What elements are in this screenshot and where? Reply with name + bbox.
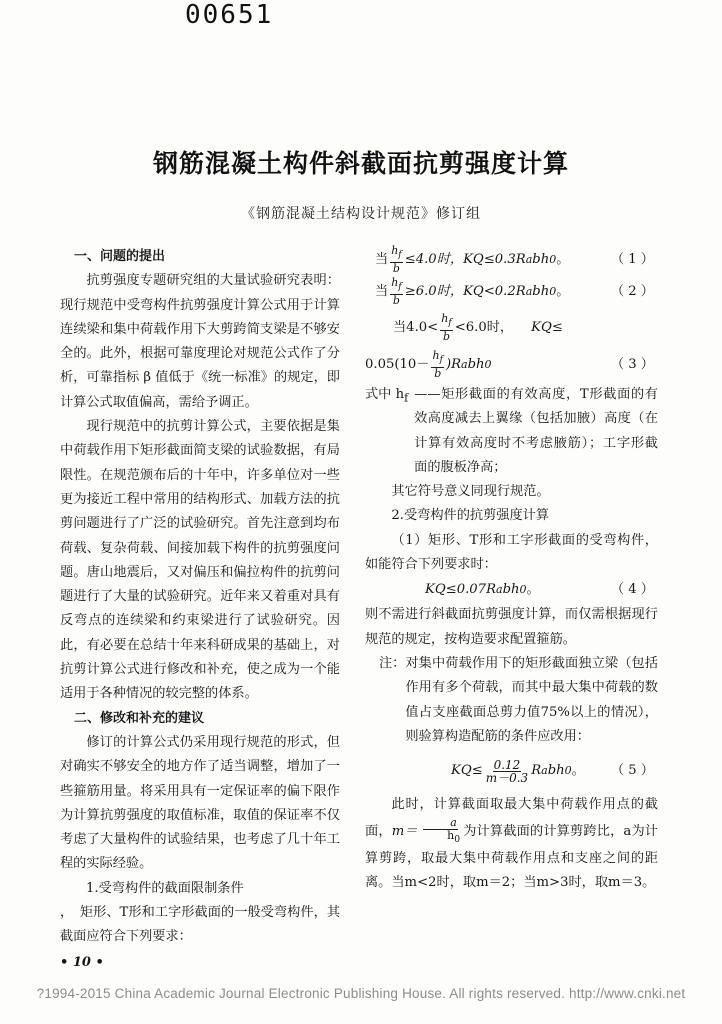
equation-3-line-2: 0.05(10－ $\frac{h_f}{b}$ )R a bh 0 （ 3 ） [365, 347, 658, 383]
paragraph-4-lead: ， [60, 905, 67, 921]
equation-4: KQ≤0.07R a bh 0 。 （ 4 ） [365, 577, 658, 603]
symbol-definition: 式中 $h_f$ ——矩形截面的有效高度，T形截面的有效高度减去上翼缘（包括加腋）高度（在计算有效高度时不考虑腋筋）；工字形截面的腹板净高； [365, 387, 658, 475]
equation-number-2: （ 2 ） [610, 284, 654, 299]
left-column [60, 245, 340, 950]
subsection-1: 1.受弯构件的截面限制条件 [86, 880, 244, 896]
section-heading-2: 二、修改和补充的建议 [74, 710, 205, 726]
page-number: • 10 • [60, 955, 104, 970]
paragraph-4-text: 矩形、T形和工字形截面的一般受弯构件，其截面应符合下列要求： [60, 905, 341, 945]
section-heading-1: 一、问题的提出 [74, 249, 166, 264]
subsection-2: 2.受弯构件的抗剪强度计算 [391, 508, 550, 524]
paragraph-3: 修订的计算公式仍采用现行规范的形式，但对确实不够安全的地方作了适当调整，增加了一些箍筋用量。将采用具有一定保证率的偏下限作为计算抗剪强度的取值标准，取值的保证率不仅考虑了大量构件的试验结果，也考虑了几十年工程的实际经验。 [60, 734, 340, 872]
equation-number-3: （ 3 ） [610, 357, 654, 372]
page-code: 00651 [185, 0, 274, 30]
equation-number-1: （ 1 ） [610, 252, 654, 267]
equation-number-4: （ 4 ） [610, 582, 654, 598]
right-column [365, 245, 658, 895]
paragraph-2: 现行规范中的抗剪计算公式，主要依据是集中荷载作用下矩形截面简支梁的试验数据，有局限性。在规范颁布后的十年中，许多单位对一些更为接近工程中常用的结构形式、加载方法的抗剪问题进行了广泛的试验研究。首先注意到均布荷载、复杂荷载、间接加载下构件的抗剪强度问题。唐山地震后，又对偏压和偏拉构件的抗剪问题进行了大量的试验研究。近年来又着重对具有反弯点的连续梁和约束梁进行了试验研究。因此，有必要在总结十年来科研成果的基础上，对抗剪计算公式进行修改和补充，使之成为一个能适用于各种情况的较完整的体系。 [60, 419, 340, 702]
frac-hf-b: $\frac{h_f}{b}$ [391, 244, 402, 275]
paragraph-4 [60, 901, 340, 950]
equation-2: 当 $\frac{h_f}{b}$ ≥6.0时，KQ<0.2R a bh 0 。 （ 2 ） [365, 275, 658, 309]
copyright-footer: ?1994-2015 China Academic Journal Electronic Publishing House. All rights reserved. http://www.cnki.net [36, 986, 686, 1001]
other-symbols-note: 其它符号意义同现行规范。 [391, 484, 550, 500]
article-title: 钢筋混凝土构件斜截面抗剪强度计算 [152, 149, 569, 178]
equation-3-line-1: 当4.0< $\frac{h_f}{b}$ <6.0时， KQ≤ [393, 312, 563, 343]
paragraph-1: 抗剪强度专题研究组的大量试验研究表明：现行规范中受弯构件抗剪强度计算公式用于计算连续梁和集中荷载作用下大剪跨简支梁是不够安全的。此外，根据可靠度理论对规范公式作了分析，可靠指标 β 值低于《统一标准》的规定，即计算公式取值偏高，需给予调正。 [60, 273, 340, 410]
article-byline: 《钢筋混凝土结构设计规范》修订组 [241, 206, 481, 222]
paragraph-7: 此时，计算截面取最大集中荷载作用点的截面，m＝ $\frac{a}{h_0}$ 为计算截面的计算剪跨比，a为计算剪跨，取最大集中荷载作用点和支座之间的距离。当m<2时，取m＝2；当m>3时，取m＝3。 [365, 797, 658, 890]
paragraph-6: 则不需进行斜截面抗剪强度计算，而仅需根据现行规范的规定，按构造要求配置箍筋。 [365, 607, 658, 647]
equation-1: 当 $\frac{h_f}{b}$ ≤4.0时，KQ≤0.3R a bh 0 。 （ 1 ） [365, 245, 658, 275]
paragraph-5: （1）矩形、T形和工字形截面的受弯构件，如能符合下列要求时： [365, 532, 658, 573]
equation-number-5: （ 5 ） [610, 763, 654, 779]
footnote: 注： 对集中荷载作用下的矩形截面独立梁（包括作用有多个荷载，而其中最大集中荷载的数值占支座截面总剪力值75%以上的情况），则验算构造配筋的条件应改用： [379, 655, 658, 744]
equation-5: KQ≤ $\frac{0.12}{m-0.3}$ R a bh 0 。 （ 5 ） [365, 749, 658, 793]
